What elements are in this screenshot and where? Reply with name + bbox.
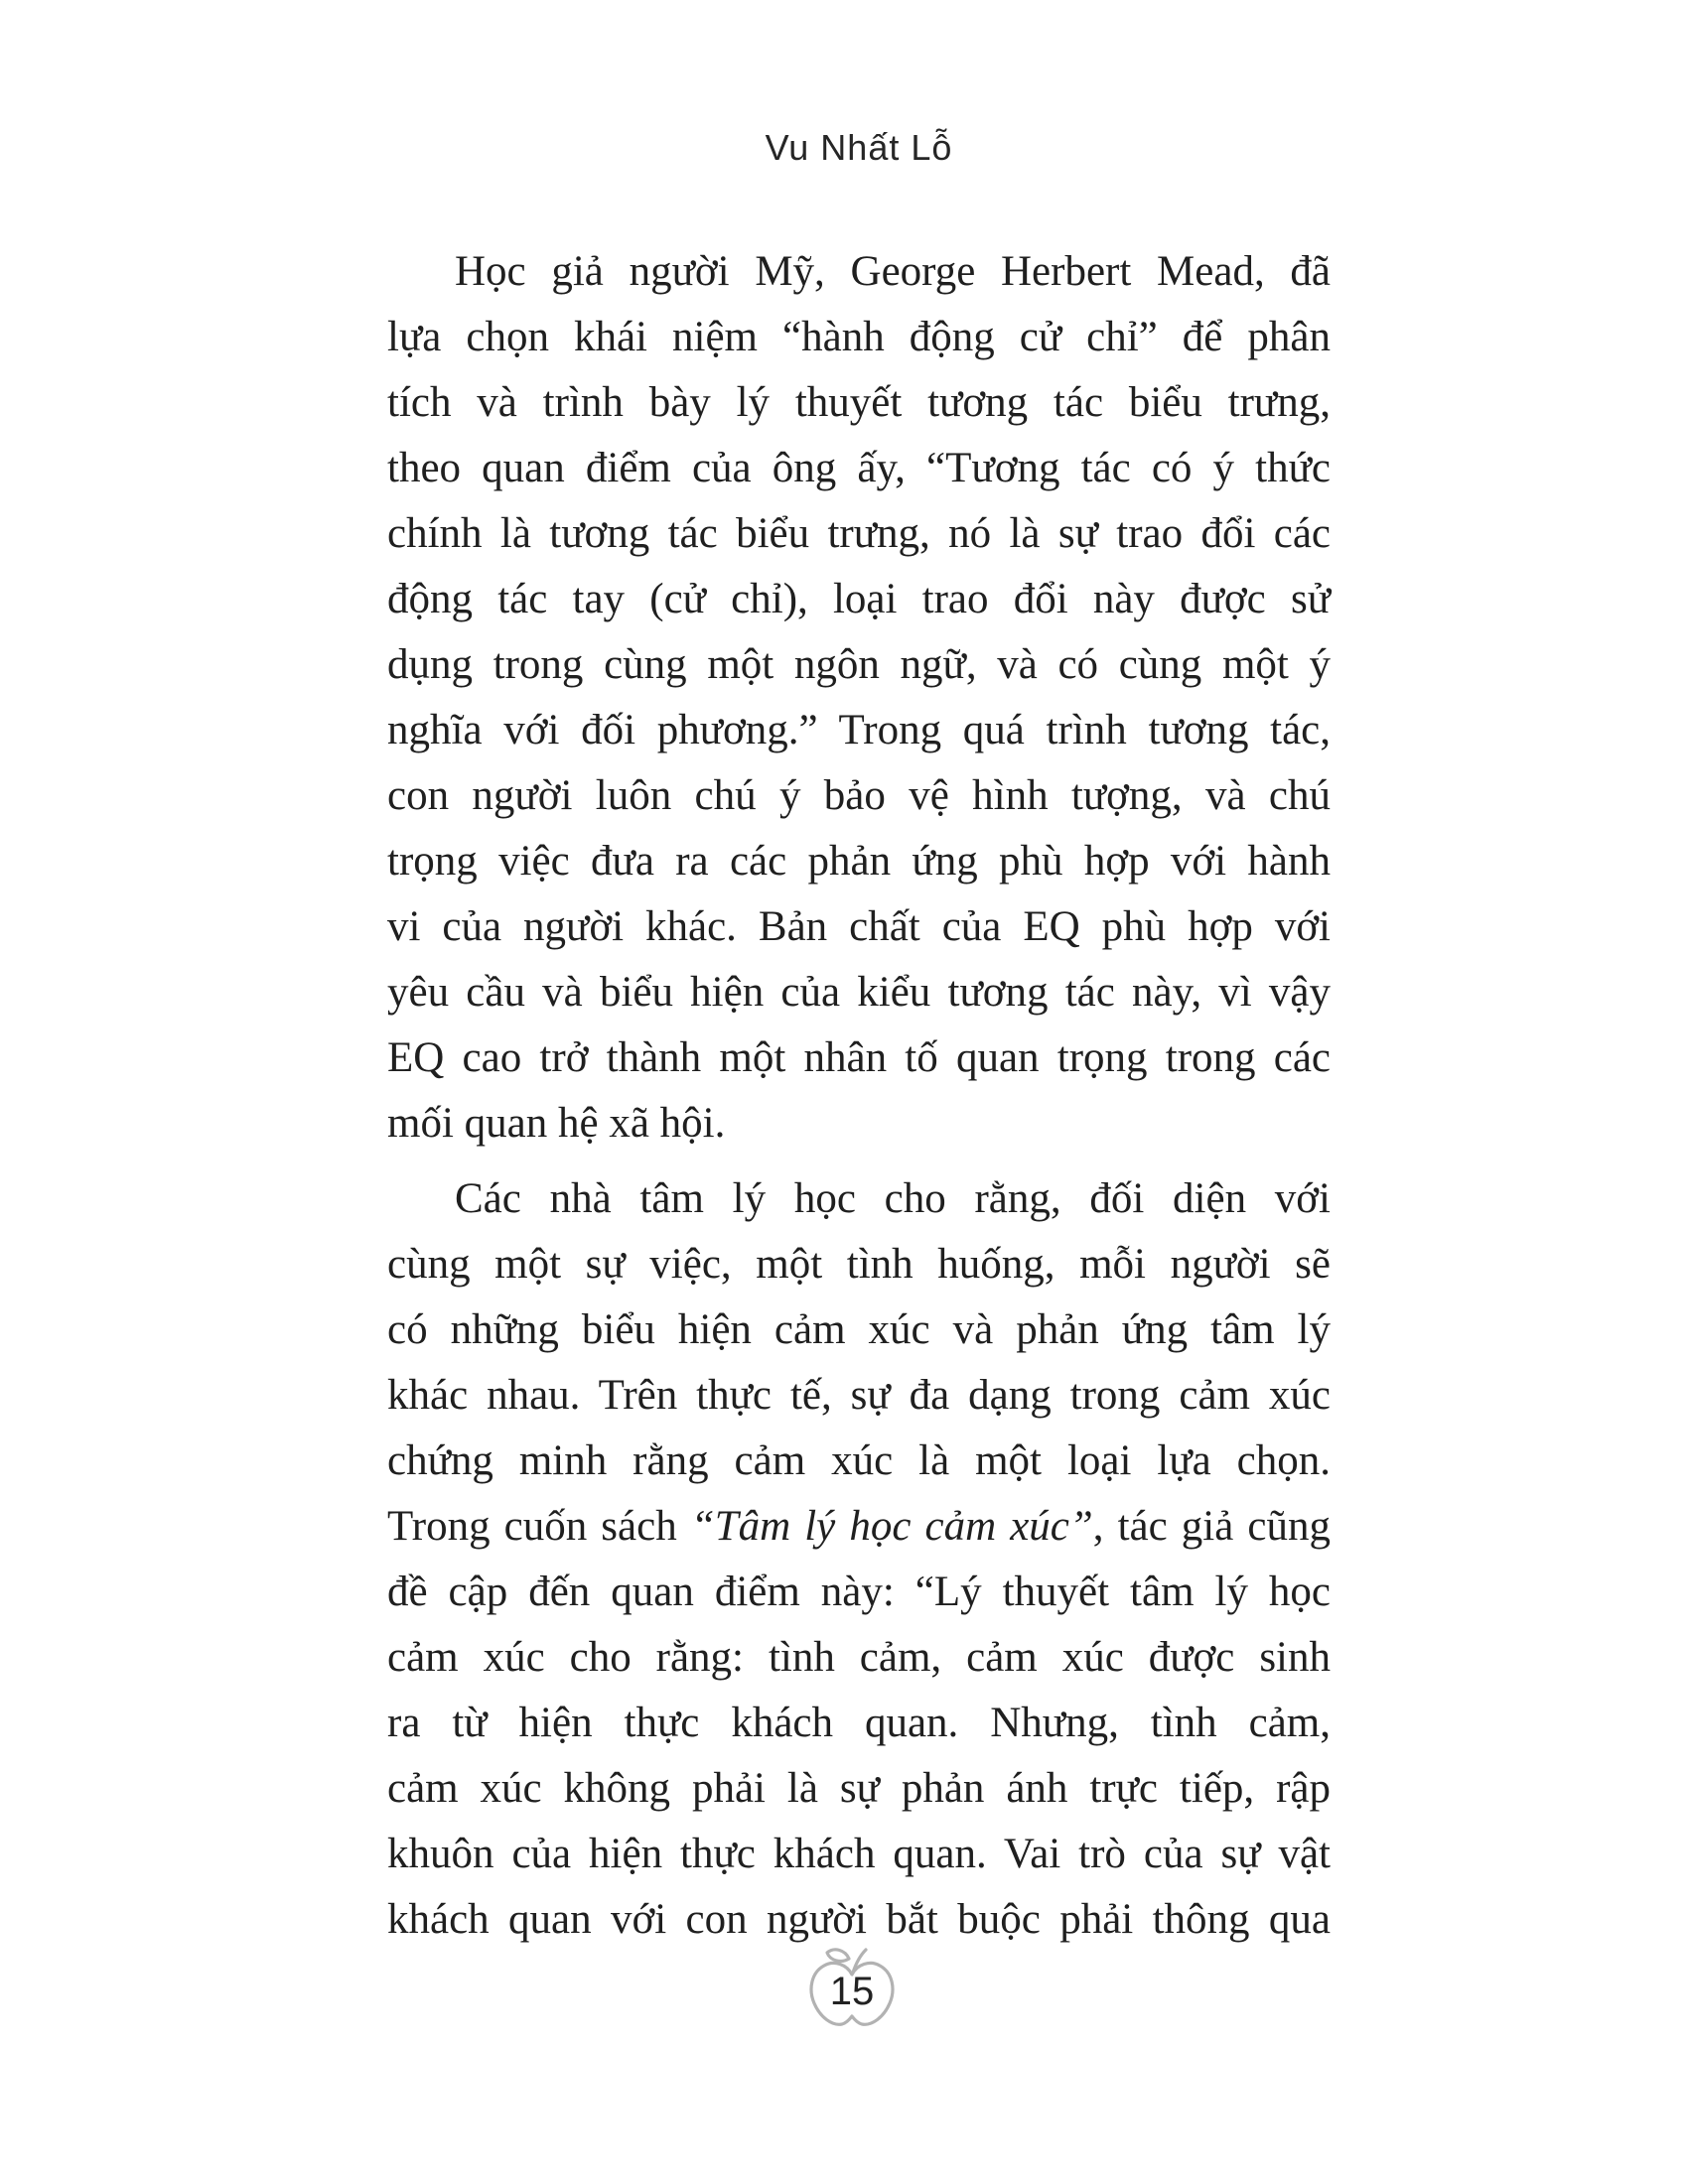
text-segment: khác nhau. Trên thực tế, sự đa dạng trong cảm xúc bbox=[387, 1372, 1331, 1419]
text-line bbox=[387, 1429, 1331, 1494]
text-segment: có những biểu hiện cảm xúc và phản ứng tâm lý bbox=[387, 1306, 1331, 1353]
text-segment: vi của người khác. Bản chất của EQ phù hợp với bbox=[387, 903, 1331, 950]
text-segment: đề cập đến quan điểm này: “Lý thuyết tâm lý học bbox=[387, 1569, 1331, 1615]
text-line bbox=[387, 763, 1331, 829]
text-line bbox=[387, 698, 1331, 763]
text-line bbox=[387, 894, 1331, 960]
running-header: Vu Nhất Lỗ bbox=[765, 127, 953, 168]
text-line bbox=[387, 1691, 1331, 1756]
text-line bbox=[387, 305, 1331, 370]
apple-leaf bbox=[827, 1950, 849, 1962]
page-number: 15 bbox=[829, 1970, 875, 2013]
text-segment: mối quan hệ xã hội. bbox=[387, 1100, 726, 1147]
text-line bbox=[387, 1091, 1331, 1157]
text-segment: khuôn của hiện thực khách quan. Vai trò của sự vật bbox=[387, 1831, 1331, 1877]
text-segment: trọng việc đưa ra các phản ứng phù hợp với hành bbox=[387, 838, 1331, 885]
text-line bbox=[387, 1494, 1331, 1560]
page-number-badge bbox=[800, 1944, 904, 2027]
text-line bbox=[387, 1297, 1331, 1363]
text-line bbox=[387, 1560, 1331, 1625]
paragraph bbox=[387, 1166, 1331, 1953]
text-segment: yêu cầu và biểu hiện của kiểu tương tác này, vì vậy bbox=[387, 969, 1331, 1016]
text-line bbox=[387, 1625, 1331, 1691]
text-line bbox=[387, 239, 1331, 305]
text-line bbox=[387, 632, 1331, 698]
text-line bbox=[387, 1025, 1331, 1091]
text-line bbox=[387, 1363, 1331, 1429]
text-line bbox=[387, 1822, 1331, 1887]
text-segment: động tác tay (cử chỉ), loại trao đổi này được sử bbox=[387, 576, 1331, 622]
text-line bbox=[387, 1756, 1331, 1822]
text-line bbox=[387, 436, 1331, 501]
text-segment: cùng một sự việc, một tình huống, mỗi người sẽ bbox=[387, 1241, 1331, 1288]
text-segment: nghĩa với đối phương.” Trong quá trình tương tác, bbox=[387, 707, 1331, 753]
text-segment: , tác giả cũng bbox=[1092, 1503, 1331, 1550]
text-segment: tích và trình bày lý thuyết tương tác biểu trưng, bbox=[387, 379, 1331, 426]
book-title-italic: “Tâm lý học cảm xúc” bbox=[690, 1503, 1093, 1550]
text-segment: cảm xúc cho rằng: tình cảm, cảm xúc được sinh bbox=[387, 1634, 1331, 1681]
text-line bbox=[387, 960, 1331, 1025]
text-line bbox=[387, 370, 1331, 436]
text-segment: chứng minh rằng cảm xúc là một loại lựa chọn. bbox=[387, 1437, 1331, 1484]
text-segment: theo quan điểm của ông ấy, “Tương tác có ý thức bbox=[387, 445, 1331, 491]
paragraph bbox=[387, 239, 1331, 1157]
text-line bbox=[387, 567, 1331, 632]
text-segment: con người luôn chú ý bảo vệ hình tượng, và chú bbox=[387, 772, 1331, 819]
text-line bbox=[387, 501, 1331, 567]
text-block bbox=[387, 239, 1331, 1953]
text-line bbox=[387, 1232, 1331, 1297]
text-segment: cảm xúc không phải là sự phản ánh trực tiếp, rập bbox=[387, 1765, 1331, 1812]
text-segment: khách quan với con người bắt buộc phải thông qua bbox=[387, 1896, 1331, 1943]
text-line bbox=[387, 1166, 1331, 1232]
text-segment: chính là tương tác biểu trưng, nó là sự trao đổi các bbox=[387, 510, 1331, 557]
text-segment: lựa chọn khái niệm “hành động cử chỉ” để phân bbox=[387, 314, 1331, 360]
text-segment: dụng trong cùng một ngôn ngữ, và có cùng một ý bbox=[387, 641, 1331, 688]
text-segment: EQ cao trở thành một nhân tố quan trọng trong các bbox=[387, 1034, 1331, 1081]
text-segment: ra từ hiện thực khách quan. Nhưng, tình cảm, bbox=[387, 1700, 1331, 1746]
text-line bbox=[387, 829, 1331, 894]
text-segment: Các nhà tâm lý học cho rằng, đối diện với bbox=[455, 1175, 1331, 1222]
text-segment: Học giả người Mỹ, George Herbert Mead, đã bbox=[455, 248, 1331, 295]
text-segment: Trong cuốn sách bbox=[387, 1503, 691, 1550]
